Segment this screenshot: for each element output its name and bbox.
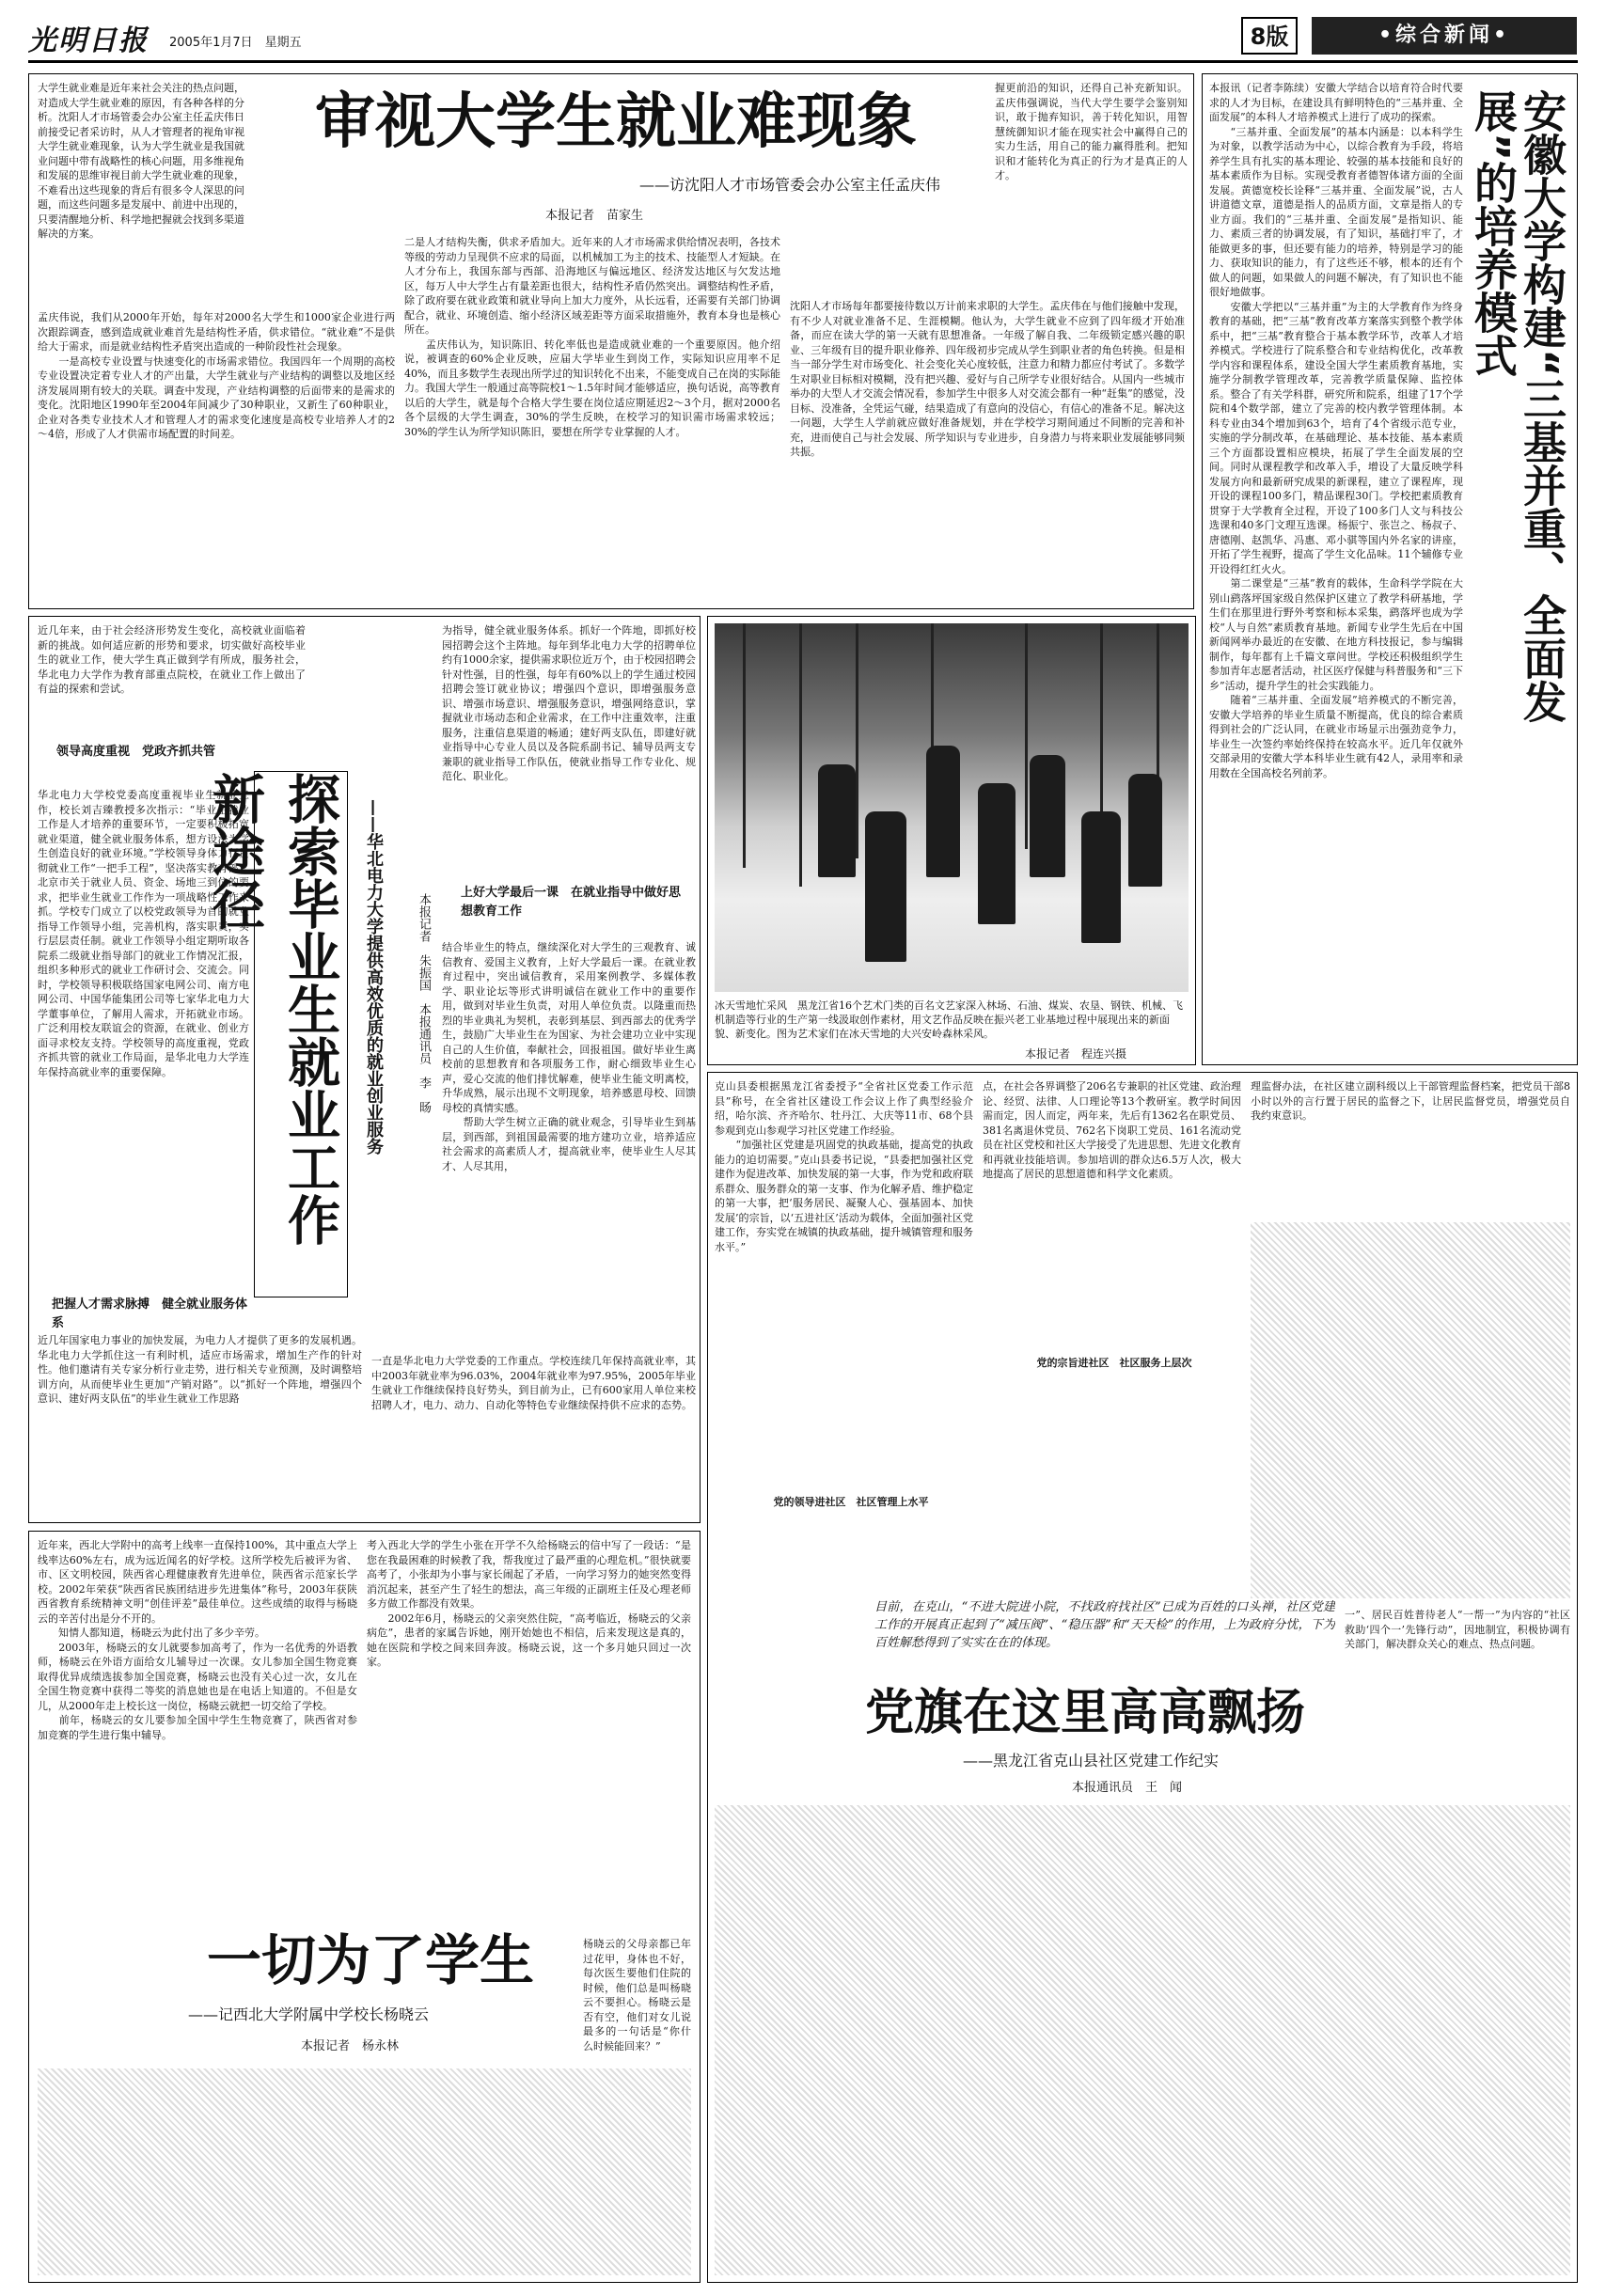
snow-forest-photo bbox=[715, 623, 1189, 992]
article1-col1: 孟庆伟说，我们从2000年开始，每年对2000名大学生和1000家企业进行两次跟踪调查，感到造成就业难首先是结构性矛盾，供求错位。“就业难”不是供给大于需求，而是就业结构性矛盾突出造成的一种阶段性社会现象。 一是高校专业设置与快速变化的市场需求错位。我国四年一个周期的高校专业设置决定着专业人才的产出量，大学生就业与产业结构的调整以及地区经济发展周期有较大的关联。调查中发现，产业结构调整的后面带来的是需求的变化。沈阳地区1990年至2004年间减少了30种职业，又新生了60种职业，企业对各类专业技术人才和管理人才的需求变化速度是高校专业培养人才的2～4倍，形成了人才供需市场配置的时间差。 bbox=[38, 311, 395, 440]
article4-col2: 考入西北大学的学生小张在开学不久给杨晓云的信中写了一段话：“是您在我最困难的时候教了我，帮我度过了最严重的心理危机。”很快就要高考了，小张却为小事与家长闹起了矛盾，一向学习努力的她突然变得消沉起来，甚至产生了轻生的想法，高三年级的正副班主任及心理老师多方做工作都没有效果。 2002年6月，杨晓云的父亲突然住院，“高考临近，杨晓云的父亲病危”，患者的家属告诉她，刚开始她也不相信，后来发现这是真的，她在医院和学校之间来回奔波。杨晓云说，这一个多月她只回过一次家。 bbox=[367, 1539, 691, 1668]
article5-subtitle: ——黑龙江省克山县社区党建工作纪实 bbox=[962, 1752, 1219, 1769]
article5-subhead2: 党的宗旨进社区 社区服务上层次 bbox=[1036, 1357, 1192, 1369]
article4-subtitle: ——记西北大学附属中学校长杨晓云 bbox=[188, 2005, 430, 2023]
article5-col4: 一”、居民百姓普待老人“一帮一”为内容的“社区救助‘四个一’先锋行动”，因地制宜，积极协调有关部门，解决群众关心的难点、热点问题。 bbox=[1345, 1609, 1570, 1650]
article5-col1: 克山县委根据黑龙江省委授予“全省社区党委工作示范县”称号，在全省社区建设工作会议上作了典型经验介绍，哈尔滨、齐齐哈尔、牡丹江、大庆等11市、68个县参观到克山参观学习社区党建工作经验。 “加强社区党建是巩固党的执政基础，提高党的执政能力的迫切需要。”克山县委书记说，“县委把加强社区党建作为促进改革、加快发展的第一大事，作为党和政府联系群众、服务群众的第一支事、作为化解矛盾、维护稳定的第一大事，把‘服务居民、凝聚人心、强基固本、加快发展’的宗旨，以‘五进社区’活动为载体，全面加强社区党建工作，夯实党在城镇的执政基础，提升城镇管理和服务水平。” bbox=[715, 1080, 973, 1253]
article5-col2: 点，在社会各界调整了206名专兼职的社区党建、政治理论、经贸、法律、人口理论等13个教研室。教学时间因需而定，因人而定，两年来，先后有1362名在职党员、381名离退休党员、762名下岗职工党员、161名流动党员在社区党校和社区大学接受了先进思想、先进文化教育和再就业技能培训。参加培训的群众达6.5万人次，极大地提高了居民的思想道德和科学文化素质。 bbox=[983, 1080, 1241, 1180]
article3-subhead2: 把握人才需求脉搏 健全就业服务体系 bbox=[52, 1297, 248, 1330]
article3-col2: 为指导，健全就业服务体系。抓好一个阵地，即抓好校园招聘会这个主阵地。每年到华北电力大学的招聘单位约有1000余家，提供需求职位近万个，由于校园招聘会针对性强，目的性强，每年有60%以上的学生通过校园招聘会签订就业协议；增强四个意识，即增强服务意识、增强市场意识、增强服务意识，增强网络意识，掌握就业市场动态和企业需求，在工作中注重效率，注重服务，注重信息渠道的畅通；建好两支队伍，即建好就业指导中心专业人员以及各院系副书记、辅导员两支专兼职的就业指导工作队伍，使就业指导工作专业化、规范化、职业化。 bbox=[442, 624, 696, 782]
masthead-logo: 光明日报 bbox=[28, 24, 149, 57]
article4-col3: 杨晓云的父母亲都已年过花甲，身体也不好，每次医生要他们住院的时候，他们总是叫杨晓云不要担心。杨晓云是否有空，他们对女儿说最多的一句话是“你什么时候能回来？” bbox=[583, 1938, 691, 2052]
article2-title: 安徽大学构建“三基并重、全面发展”的培养模式 bbox=[1468, 89, 1567, 724]
article4-byline: 本报记者 杨永林 bbox=[301, 2039, 400, 2053]
article1-subtitle: ——访沈阳人才市场管委会办公室主任孟庆伟 bbox=[638, 176, 940, 194]
article3-subhead1: 领导高度重视 党政齐抓共管 bbox=[56, 745, 216, 759]
article1-col4: 握更前沿的知识，还得自己补充新知识。孟庆伟强调说，当代大学生要学会鉴别知识，敢于抛弃知识，善于转化知识，用智慧统御知识才能在现实社会中赢得自己的实力生活，用自己的能力赢得胜利。把知识和才能转化为真正的行为才是真正的人才。 bbox=[995, 82, 1188, 181]
article5-title: 党旗在这里高高飘扬 bbox=[865, 1685, 1306, 1741]
article4-title: 一切为了学生 bbox=[207, 1928, 535, 1992]
article3-subtitle: ——华北电力大学提供高效优质的就业创业服务 bbox=[364, 799, 384, 1155]
photo-caption: 冰天雪地忙采风 黑龙江省16个艺术门类的百名文艺家深入林场、石油、煤炭、农垦、钢铁、机械、飞机制造等行业的生产第一线汲取创作素材，用文艺作品反映在振兴老工业基地过程中展现出来的新面貌、新变化。图为艺术家们在冰天雪地的大兴安岭森林采风。 bbox=[715, 999, 1183, 1040]
article1-col2: 二是人才结构失衡，供求矛盾加大。近年来的人才市场需求供给情况表明，各技术等级的劳动力呈现供不应求的局面，以机械加工为主的技术、技能型人才短缺。在人才分布上，我国东部与西部、沿海地区与偏远地区、经济发达地区与欠发达地区，每万人中大学生占有量差距也很大，结构性矛盾仍然突出。调整结构性矛盾，除了政府要在就业政策和就业导向上加大力度外，从长远看，还需要有关部门协调配合，就业、环境创造、缩小经济区域差距等方面采取措施外，教育本身也是核心所在。 孟庆伟认为，知识陈旧、转化率低也是造成就业难的一个重要原因。他介绍说，被调查的60%企业反映，应届大学毕业生到岗工作，实际知识应用率不足40%，而且多数学生表现出所学过的知识转化不出来，不能变成自己在岗的实际能力。我国大学生一般通过高等院校1～1.5年时间才能够适应，换句话说，高等教育以后的大学生，就是每个合格大学生要在岗位适应期延迟2～3个月，据对2000名各个层级的大学生调查，30%的学生反映，在校学习的知识需市场需求较远；30%的学生认为所学知识陈旧，要想在所学专业掌握的人才。 bbox=[404, 236, 780, 438]
article3-col3: 一直是华北电力大学党委的工作重点。学校连续几年保持高就业率，其中2003年就业率为96.03%，2004年就业率为97.95%，2005年毕业生就业工作继续保持良好势头，到目前为止，已有600家用人单位来校招聘人才，电力、动力、自动化等特色专业继续保持供不应求的态势。 bbox=[371, 1355, 696, 1411]
publication-date: 2005年1月7日 星期五 bbox=[169, 36, 302, 50]
article5-byline: 本报通讯员 王 闻 bbox=[1072, 1781, 1183, 1795]
article1-byline: 本报记者 苗家生 bbox=[545, 209, 644, 223]
article1-title: 审视大学生就业难现象 bbox=[315, 87, 917, 157]
section-banner: •综合新闻• bbox=[1312, 17, 1577, 55]
masthead-rule bbox=[28, 60, 1578, 63]
article1-lead: 大学生就业难是近年来社会关注的热点问题，对造成大学生就业难的原因，有各种各样的分析。沈阳人才市场管委会办公室主任孟庆伟日前接受记者采访时，从人才管理者的视角审视大学生就业难现象，认为大学生就业是我国就业问题中带有战略性的核心问题，用多维视角和发展的思维审视目前大学生就业难的现象，不难看出这些现象的背后有很多令人深思的问题，而这些问题多是发展中、前进中出现的，只要清醒地分析、科学地把握就会找到多渠道解决的方案。 bbox=[38, 82, 244, 240]
article4-col1: 近年来，西北大学附中的高考上线率一直保持100%，其中重点大学上线率达60%左右，成为远近闻名的好学校。这所学校先后被评为省、市、区文明校园，陕西省心理健康教育先进单位，陕西省示范家长学校。2002年荣获“陕西省民族团结进步先进集体”称号，2003年获陕西省教育系统精神文明“创佳评差”最佳单位。这些成绩的取得与杨晓云的辛苦付出是分不开的。 知情人都知道，杨晓云为此付出了多少辛劳。 2003年，杨晓云的女儿就要参加高考了，作为一名优秀的外语教师，杨晓云在外语方面给女儿辅导过一次课。女儿参加全国生物竞赛取得优异成绩选拔参加全国竞赛，杨晓云也没有关心过一次，女儿在全国生物竞赛中获得二等奖的消息她也是在电话上知道的。不但是女儿，从2000年走上校长这一岗位，杨晓云就把一切交给了学校。 前年，杨晓云的女儿要参加全国中学生生物竞赛了，陕西省对参加竞赛的学生进行集中辅导。 bbox=[38, 1539, 357, 1741]
page-number: 8版 bbox=[1241, 17, 1298, 55]
article3-byline: 本报记者 朱振国 本报通讯员 李 旸 bbox=[417, 893, 431, 1113]
article3-col1c: 近几年国家电力事业的加快发展，为电力人才提供了更多的发展机遇。华北电力大学抓住这一有利时机，适应市场需求，增加生产作的针对性。他们邀请有关专家分析行业走势，进行相关专业预测，及时调整培训方向，从而使毕业生更加“产销对路”。以“抓好一个阵地，增强四个意识、建好两支队伍”的毕业生就业工作思路 bbox=[38, 1334, 362, 1405]
article5-body-bottom bbox=[715, 1805, 1570, 2275]
article3-col2b: 结合毕业生的特点，继续深化对大学生的三观教育、诚信教育、爱国主义教育，上好大学最后一课。在就业教育过程中，突出诚信教育，采用案例教学、多媒体教学、职业论坛等形式讲明诚信在就业工作中的重要作用，做到对毕业生负责，对用人单位负责。以隆重而热烈的毕业典礼为契机，表彰到基层、到西部去的优秀学生，鼓励广大毕业生在为国家、为社会建功立业中实现自己的人生价值，奉献社会，回报祖国。做好毕业生离校前的思想教育和各项服务工作，耐心细致毕业生心声，爱心交流的他们排忧解难，使毕业生能文明离校，升华成熟，展示出现不文明现象，培养感恩母校、回馈母校的真情实感。 帮助大学生树立正确的就业观念，引导毕业生到基层，到西部，到祖国最需要的地方建功立业，培养适应社会需求的高素质人才，提高就业率，使毕业生人尽其才、人尽其用， bbox=[442, 941, 696, 1172]
article5-intro: 目前，在克山，“不进大院进小院，不找政府找社区”已成为百姓的口头禅，社区党建工作的开展真正起到了“减压阀”、“稳压器”和“天天检”的作用，上为政府分忧，下为百姓解愁得到了实实在在的体现。 bbox=[874, 1600, 1335, 1650]
article2-body: 本报讯（记者李陈续）安徽大学结合以培育符合时代要求的人才为目标，在建设具有鲜明特色的“三基并重、全面发展”的本科人才培养模式上进行了成功的探索。 “三基并重、全面发展”的基本内涵是：以本科学生为对象，以教学活动为中心，以综合教育为手段，将培养学生具有扎实的基本理论、较强的基本技能和良好的基本素质作为目标。实现受教育者德智体诸方面的全面发展。黄德宽校长诠释“三基并重、全面发展”说，古人讲道德文章，道德是指人的品质方面，文章是指人的专业方面。我们的“三基并重、全面发展”是指知识、能力、素质三者的协调发展，有了知识，基础打牢了，才能做更多的事，但还要有能力的培养，特别是学习的能力、获取知识的能力，有了这些还不够，根本的还有个做人的问题，如果做人的问题不解决，有了知识也不能很好地做事。 安徽大学把以“三基并重”为主的大学教育作为终身教育的基础，把“三基”教育改革方案落实到整个教学体系中，把“三基”教育整合于基本教学环节，改革人才培养模式。学校进行了院系整合和专业结构优化，改革教学内容和课程体系，建设全国大学生素质教育基地，实施学分制教学管理改革，完善教学质量保障、监控体系。整合了有关学科群，研究所和院系，组建了17个学院和4个数学部，建立了完善的校内教学管理体制。本科专业由34个增加到63个，培育了4个省级示范专业，实施的学分制改革，在基础理论、基本技能、基本素质三个方面都设置相应模块，拓展了学生全面发展的空间。同时从课程教学和改革入手，增设了大量反映学科发展方向和最新研究成果的新课程，建立了课程库，现开设的课程100多门，精品课程30门。学校把素质教育贯穿于大学教育全过程，开设了100多门人文与科技公选课和40多门文理互选课。杨振宁、张岂之、杨叔子、唐德刚、赵凯华、冯惠、邓小骐等国内外名家的讲座，开拓了学生视野，提高了学生文化品味。11个辅修专业开设得红红火火。 第二课堂是“三基”教育的载体，生命科学学院在大别山鹞落坪国家级自然保护区建立了教学科研基地，学生们在那里进行野外考察和标本采集，鹞落坪也成为学校“人与自然”素质教育基地。新闻专业学生先后在中国新闻网举办最近的在安徽、在地方科技报记，参与编辑制作，每年都有上千篇文章问世。学校还积极组织学生参加青年志愿者活动，社区医疗保健与科普服务和“三下乡”活动，提升学生的社会实践能力。 随着“三基并重、全面发展”培养模式的不断完善，安徽大学培养的毕业生质量不断提高，优良的综合素质得到社会的广泛认同，在就业市场显示出强劲竞争力，毕业生一次签约率始终保持在较高水平。近几年仅就外交部录用的安徽大学本科毕业生就有42人，录用率和录用数在全国高校名列前茅。 bbox=[1209, 82, 1463, 779]
article4-body-continuation bbox=[38, 2068, 691, 2275]
article5-col3: 理监督办法，在社区建立副科级以上干部管理监督档案，把党员干部8小时以外的言行置于居民的监督之下，让居民监督党员，增强党员自我约束意识。 bbox=[1251, 1080, 1570, 1122]
article5-body-right bbox=[1251, 1222, 1570, 1598]
article3-subhead3: 上好大学最后一课 在就业指导中做好思想教育工作 bbox=[461, 886, 682, 919]
article3-col1: 近几年来，由于社会经济形势发生变化，高校就业面临着新的挑战。如何适应新的形势和要求，切实做好高校毕业生的就业工作，使大学生真正做到学有所成，服务社会，华北电力大学作为教育部重点院校，在就业工作上做出了有益的探索和尝试。 bbox=[38, 624, 306, 695]
article3-title: 探索毕业生就业工作新途径 bbox=[254, 771, 348, 1297]
article1-col3: 沈阳人才市场每年都要接待数以万计前来求职的大学生。孟庆伟在与他们接触中发现，有不少人对就业准备不足、生涯模糊。他认为，大学生就业不应到了四年级才开始准备，而应在读大学的第一天就有思想准备。一年级了解自我、二年级锁定感兴趣的职业、三年级有目的提升职业修养、四年级初步完成从学生到职业者的角色转换。但是相当一部分学生对市场变化、社会变化关心度较低，注意力和精力都应付考试了。多数学生对职业目标相对模糊，没有把兴趣、爱好与自己所学专业很好结合。从国内一些城市举办的大型人才交流会情况看，参加学生中很多人对交流会都有一种“赶集”的感觉，没目标、没准备，全凭运气碰，结果造成了有意向的没信心，有信心的准备不足。解决这一问题，大学生人学前就应做好准备规划，并在学校学习期间通过不间断的完善和补充，进而使自己与社会发展、所学知识与专业进步，自身潜力与将来职业发展能够同频共振。 bbox=[790, 300, 1185, 458]
article5-subhead1: 党的领导进社区 社区管理上水平 bbox=[773, 1496, 929, 1508]
photo-credit: 本报记者 程连兴摄 bbox=[1025, 1047, 1127, 1061]
article3-col1b: 华北电力大学校党委高度重视毕业生就业工作，校长刘吉臻教授多次指示：“毕业生就业工作是人才培养的重要环节，一定要积极拓宽就业渠道，健全就业服务体系，想方设法为学生创造良好的就业环境。”学校领导身体力行贯彻就业工作“一把手工程”，坚决落实教育部、北京市关于就业人员、资金、场地三到位的要求，把毕业生就业工作作为一项战略性工作来抓。学校专门成立了以校党政领导为首的就业指导工作领导小组，完善机构，落实职责，实行层层责任制。就业工作领导小组定期听取各院系二级就业指导部门的就业工作情况汇报，组织多种形式的就业工作研讨会、交流会。同时，学校领导积极联络国家电网公司、南方电网公司、中国华能集团公司等七家华北电力大学董事单位，了解用人需求，开拓就业市场。广泛利用校友联谊会的资源，在就业、创业方面寻求校友支持。学校领导的高度重视，党政齐抓共管的就业工作局面，是华北电力大学连年保持高就业率的重要保障。 bbox=[38, 789, 249, 1078]
